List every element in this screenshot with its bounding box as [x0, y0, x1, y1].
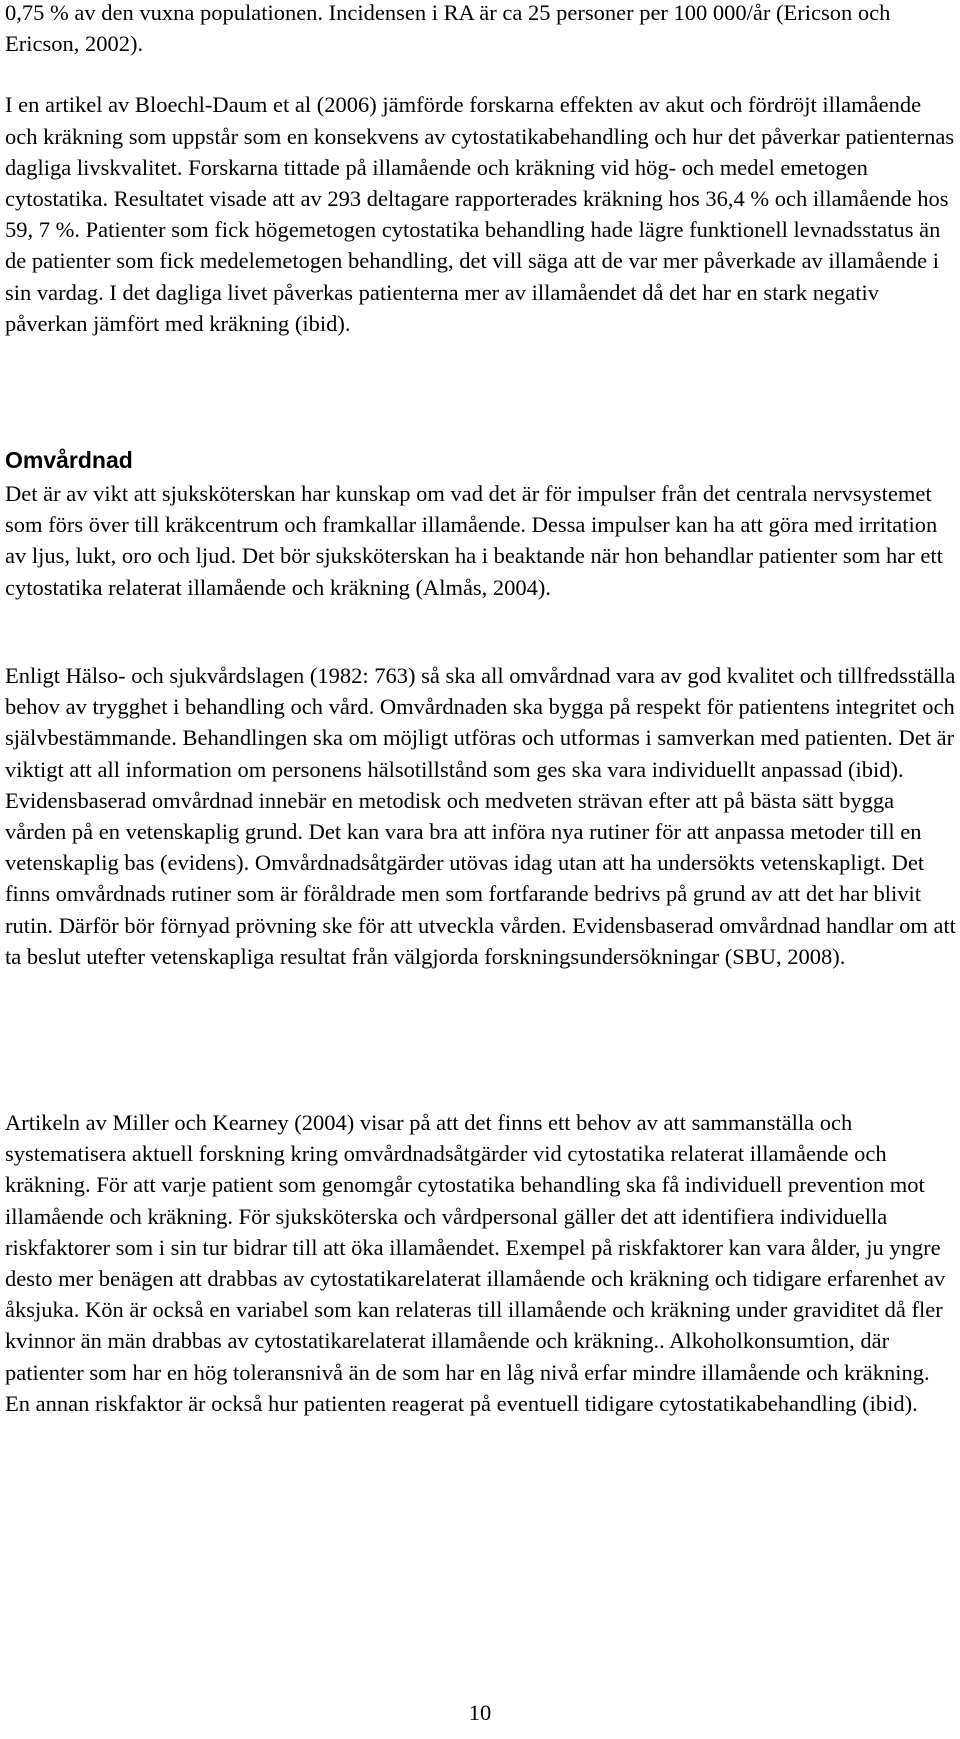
intro-block	[5, 0, 956, 339]
page-number: 10	[468, 1700, 492, 1725]
paragraph-incidence: 0,75 % av den vuxna populationen. Incidensen i RA är ca 25 personer per 100 000/år (Ericson och Ericson, 2002).	[5, 0, 891, 57]
paragraph-impulser: Det är av vikt att sjuksköterskan har kunskap om vad det är för impulser från det centrala nervsystemet som förs över till kräkcentrum och framkallar illamående. Dessa impulser kan ha att göra med irritation av ljus, lukt, oro och ljud. Det bör sjuksköterskan ha i beaktande när hon behandlar patienter som har ett cytostatika relaterat illamående och kräkning (Almås, 2004).	[5, 481, 943, 600]
paragraph-bloechl-daum: I en artikel av Bloechl-Daum et al (2006) jämförde forskarna effekten av akut och fördröjt illamående och kräkning som uppstår som en konsekvens av cytostatikabehandling och hur det påverkar patienternas dagliga livskvalitet. Forskarna tittade på illamående och kräkning vid hög- och medel emetogen cytostatika. Resultatet visade att av 293 deltagare rapporterades kräkning hos 36,4 % och illamående hos 59, 7 %. Patienter som fick högemetogen cytostatika behandling hade lägre funktionell levnadsstatus än de patienter som fick medelemetogen behandling, det vill säga att de var mer påverkade av illamående i sin vardag. I det dagliga livet påverkas patienterna mer av illamåendet då det har en stark negativ påverkan jämfört med kräkning (ibid).	[5, 92, 955, 336]
paragraph-halso-sjukvardslagen: Enligt Hälso- och sjukvårdslagen (1982: 763) så ska all omvårdnad vara av god kvalitet och tillfredsställa behov av trygghet i behandling och vård. Omvårdnaden ska bygga på respekt för patientens integritet och självbestämmande. Behandlingen ska om möjligt utföras och utformas i samverkan med patienten. Det är viktigt att all information om personens hälsotillstånd som ges ska vara individuellt anpassad (ibid). Evidensbaserad omvårdnad innebär en metodisk och medveten strävan efter att på bästa sätt bygga vården på en vetenskaplig grund. Det kan vara bra att införa nya rutiner för att anpassa metoder till en vetenskaplig bas (evidens). Omvårdnadsåtgärder utövas idag utan att ha undersökts vetenskapligt. Det finns omvårdnads rutiner som är föråldrade men som fortfarande bedrivs på grund av att det har blivit rutin. Därför bör förnyad prövning ske för att utveckla vården. Evidensbaserad omvårdnad handlar om att ta beslut utefter vetenskapliga resultat från välgjorda forskningsundersökningar (SBU, 2008).	[5, 663, 956, 969]
omvardnad-block-1	[5, 478, 956, 603]
paragraph-miller-kearney: Artikeln av Miller och Kearney (2004) visar på att det finns ett behov av att sammanställa och systematisera aktuell forskning kring omvårdnadsåtgärder vid cytostatika relaterat illamående och kräkning. För att varje patient som genomgår cytostatika behandling ska få individuell prevention mot illamående och kräkning. För sjuksköterska och vårdpersonal gäller det att identifiera individuella riskfaktorer som i sin tur bidrar till att öka illamåendet. Exempel på riskfaktorer kan vara ålder, ju yngre desto mer benägen att drabbas av cytostatikarelaterat illamående och kräkning och tidigare erfarenhet av åksjuka. Kön är också en variabel som kan relateras till illamående och kräkning under graviditet då fler kvinnor än män drabbas av cytostatikarelaterat illamående och kräkning.. Alkoholkonsumtion, där patienter som har en hög toleransnivå än de som har en låg nivå erfar mindre illamående och kräkning. En annan riskfaktor är också hur patienten reagerat på eventuell tidigare cytostatikabehandling (ibid).	[5, 1110, 946, 1416]
omvardnad-block-3	[5, 1107, 956, 1419]
omvardnad-block-2	[5, 660, 956, 972]
section-heading-omvardnad: Omvårdnad	[5, 447, 133, 473]
